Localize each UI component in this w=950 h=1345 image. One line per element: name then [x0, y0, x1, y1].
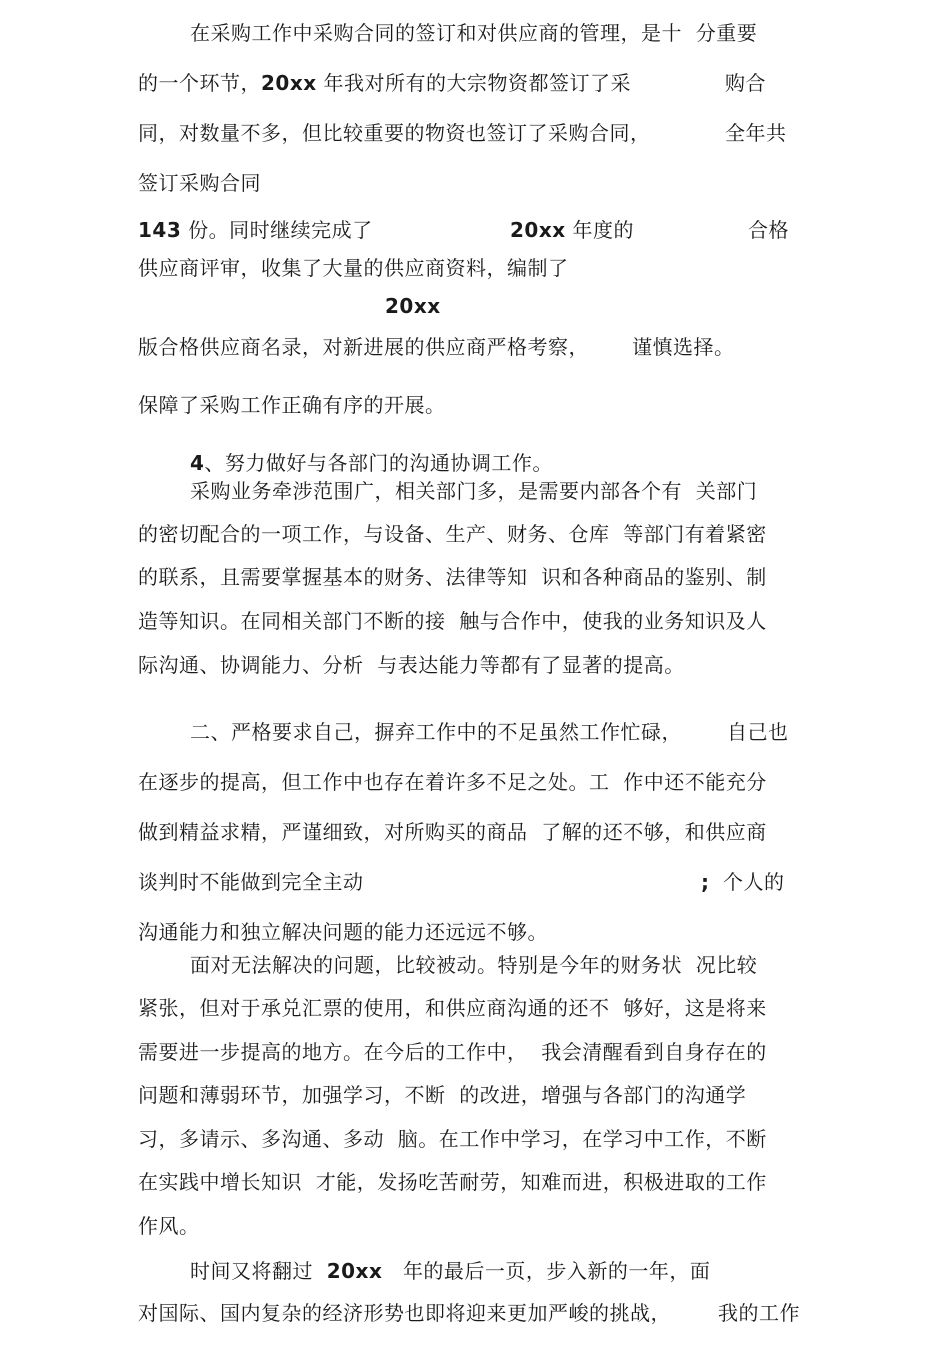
text-segment: 自己也: [727, 720, 789, 744]
text-line: 在采购工作中采购合同的签订和对供应商的管理，是十 分重要: [190, 21, 758, 45]
text-segment: 年的最后一页，步入新的一年，面: [402, 1259, 711, 1283]
text-line: 供应商评审，收集了大量的供应商资料，编制了: [138, 256, 569, 280]
text-line: 际沟通、协调能力、分析 与表达能力等都有了显著的提高。: [138, 653, 685, 677]
text-line: 紧张，但对于承兑汇票的使用，和供应商沟通的还不 够好，这是将来: [138, 996, 767, 1020]
text-line: 二、严格要求自己，摒弃工作中的不足虽然工作忙碌，: [190, 720, 682, 744]
text-segment: 的一个环节，: [138, 71, 261, 95]
text-line: 采购业务牵涉范围广，相关部门多，是需要内部各个有 关部门: [190, 479, 758, 503]
text-line: 谈判时不能做到完全主动: [138, 870, 364, 894]
text-line: 在实践中增长知识 才能，发扬吃苦耐劳，知难而进，积极进取的工作: [138, 1170, 767, 1194]
year-text: 20xx: [385, 294, 441, 318]
text-line: 习，多请示、多沟通、多动 脑。在工作中学习，在学习中工作，不断: [138, 1127, 767, 1151]
text-line: 沟通能力和独立解决问题的能力还远远不够。: [138, 920, 548, 944]
year-text: 20xx: [510, 218, 566, 242]
text-segment: [701, 870, 710, 894]
count-text: 143: [138, 218, 182, 242]
text-segment: 合格: [748, 218, 789, 242]
text-line: 签订采购合同: [138, 171, 261, 195]
section-number: 4: [190, 451, 205, 475]
text-line: [138, 218, 373, 242]
text-segment: 个人的: [723, 870, 785, 894]
text-line: [385, 294, 441, 318]
text-line: 的密切配合的一项工作，与设备、生产、财务、仓库 等部门有着紧密: [138, 522, 767, 546]
year-text: 20xx: [326, 1259, 383, 1283]
text-segment: 时间又将翻过: [190, 1259, 313, 1283]
text-line: 问题和薄弱环节，加强学习，不断 的改进，增强与各部门的沟通学: [138, 1083, 747, 1107]
text-line: 对国际、国内复杂的经济形势也即将迎来更加严峻的挑战，: [138, 1301, 671, 1325]
text-line: 同，对数量不多，但比较重要的物资也签订了采购合同，: [138, 121, 651, 145]
text-segment: 份。同时继续完成了: [181, 218, 373, 242]
text-segment: 年我对所有的大宗物资都签订了采: [316, 71, 631, 95]
text-line: 作风。: [138, 1214, 200, 1238]
text-line: 在逐步的提高，但工作中也存在着许多不足之处。工 作中还不能充分: [138, 770, 767, 794]
text-segment: 我的工作: [718, 1301, 800, 1325]
text-line: 需要进一步提高的地方。在今后的工作中， 我会清醒看到自身存在的: [138, 1040, 767, 1064]
text-line: [510, 218, 634, 242]
text-line: [138, 71, 631, 95]
text-line: 的联系，且需要掌握基本的财务、法律等知 识和各种商品的鉴别、制: [138, 565, 767, 589]
text-line: 版合格供应商名录，对新进展的供应商严格考察，: [138, 335, 589, 359]
separator: ;: [701, 870, 710, 894]
text-line: 保障了采购工作正确有序的开展。: [138, 393, 446, 417]
section-heading: [190, 451, 553, 475]
text-segment: 全年共: [725, 121, 787, 145]
text-line: 面对无法解决的问题，比较被动。特别是今年的财务状 况比较: [190, 953, 758, 977]
year-text: 20xx: [261, 71, 317, 95]
text-segment: 谨慎选择。: [632, 335, 735, 359]
text-segment: 年度的: [565, 218, 634, 242]
text-segment: 购合: [725, 71, 766, 95]
text-line: 造等知识。在同相关部门不断的接 触与合作中，使我的业务知识及人: [138, 609, 767, 633]
section-heading-text: 、努力做好与各部门的沟通协调工作。: [204, 451, 553, 475]
text-line: [190, 1259, 710, 1283]
text-line: 做到精益求精，严谨细致，对所购买的商品 了解的还不够，和供应商: [138, 820, 767, 844]
